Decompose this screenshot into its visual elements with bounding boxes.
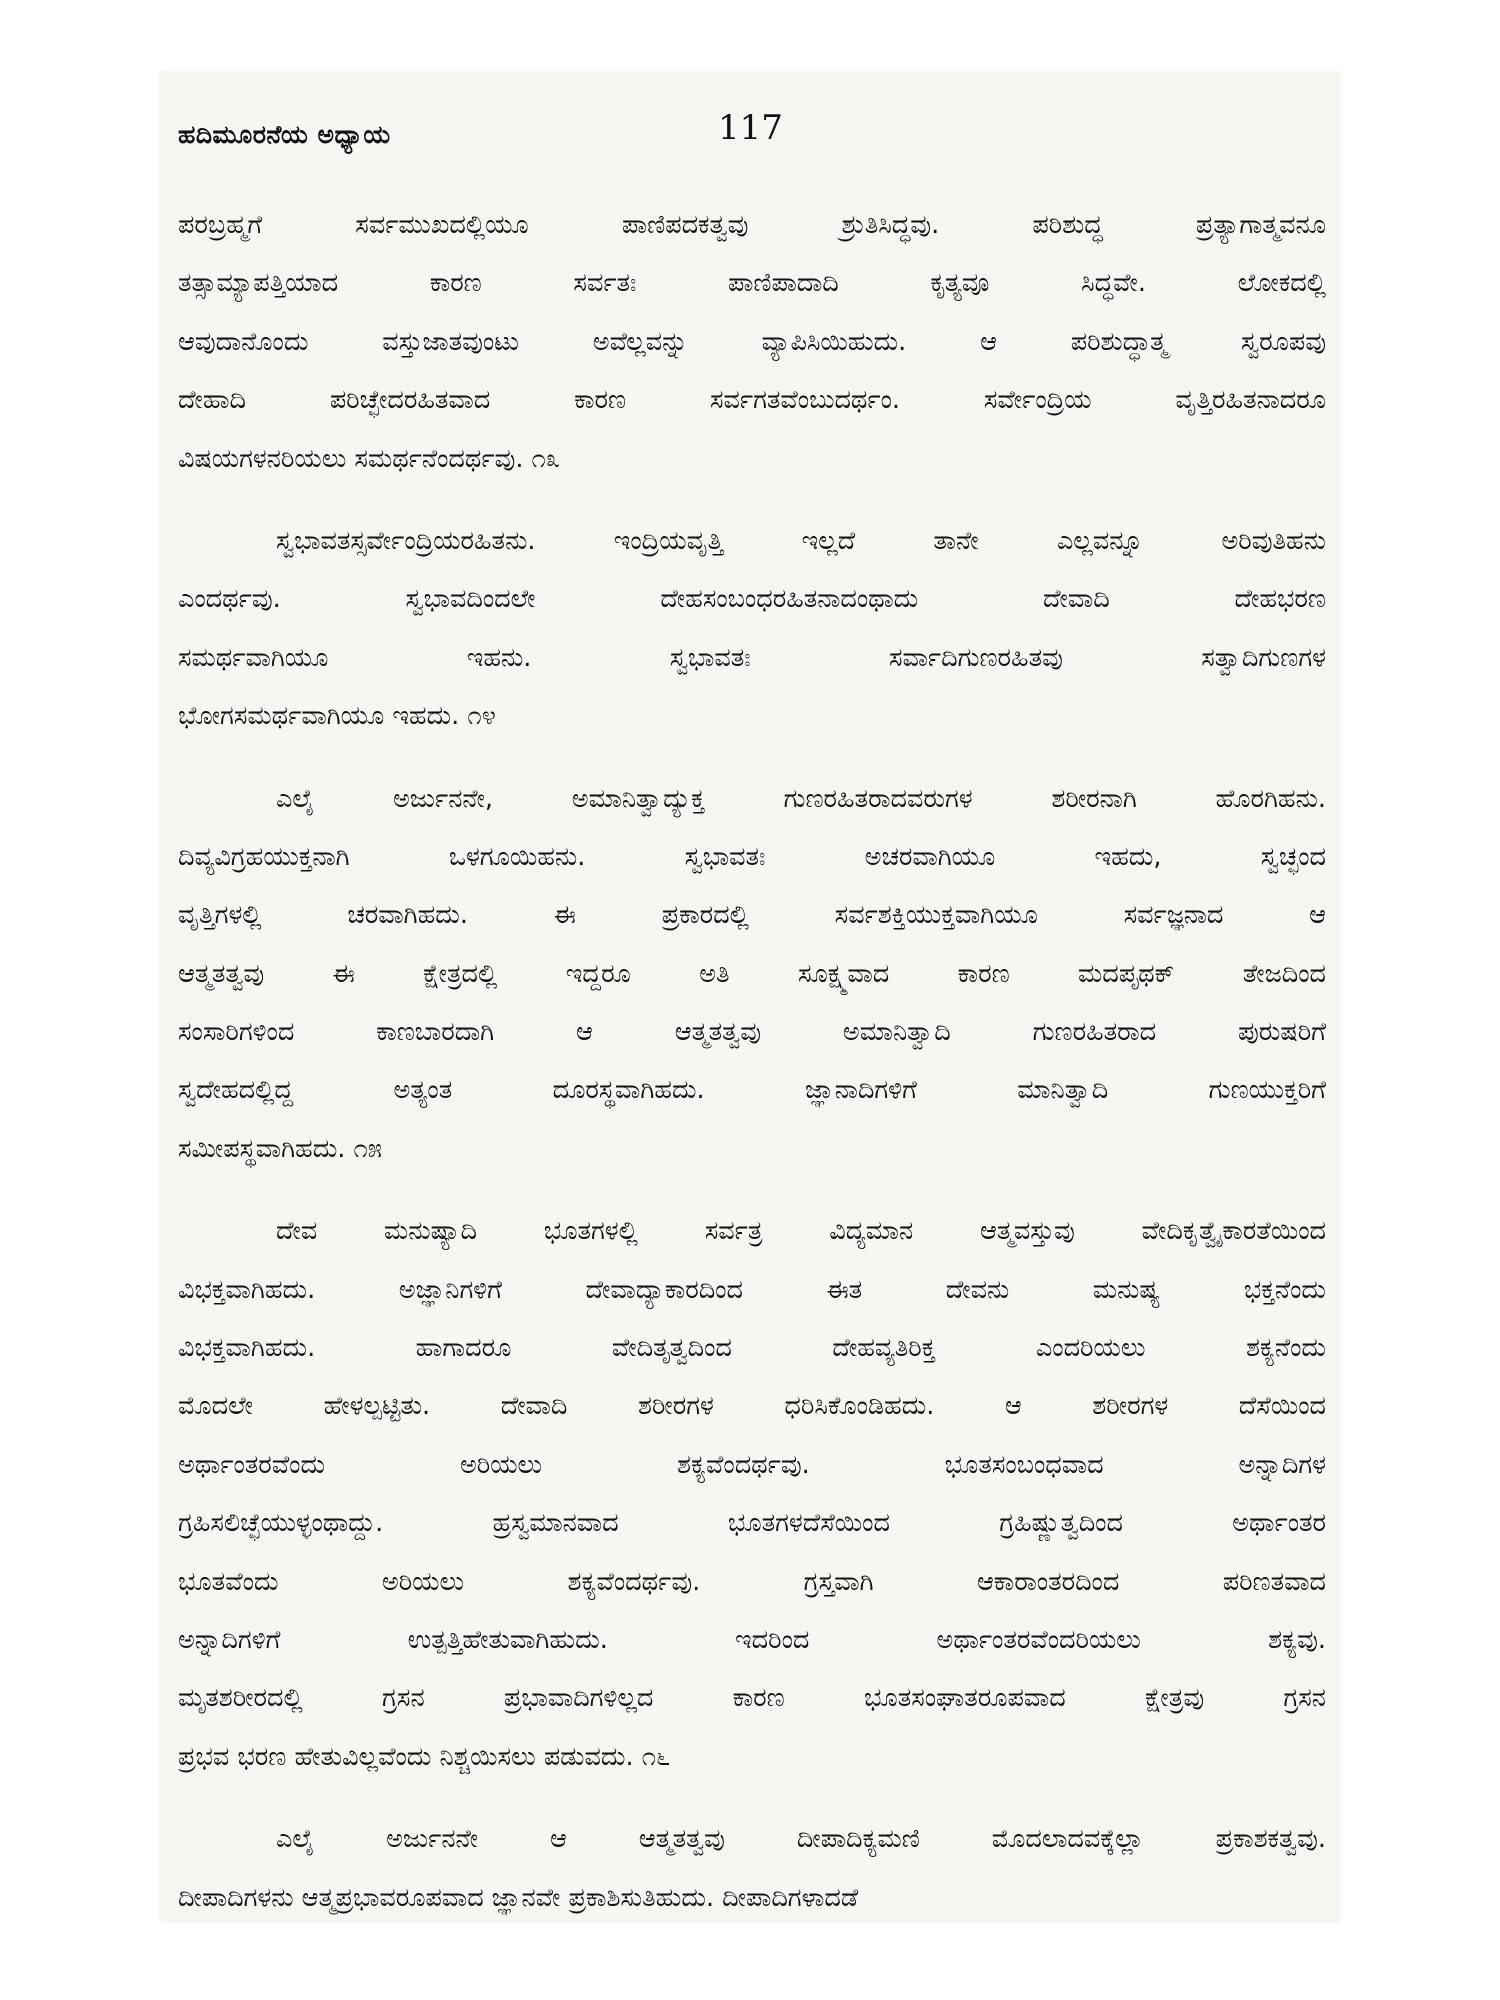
text-line: ವಿಭಕ್ತವಾಗಿಹದು. ಹಾಗಾದರೂ ವೇದಿತೃತ್ವದಿಂದ ದೇಹವ್ಯತಿರಿಕ್ತ ಎಂದರಿಯಲು ಶಕ್ಯನೆಂದು (178, 1333, 1326, 1364)
text-line: ಅರ್ಥಾಂತರವೆಂದು ಅರಿಯಲು ಶಕ್ಯವೆಂದರ್ಥವು. ಭೂತಸಂಬಂಧವಾದ ಅನ್ನಾದಿಗಳ (178, 1449, 1326, 1480)
text-line: ಎಲೈ ಅರ್ಜುನನೇ ಆ ಆತ್ಮತತ್ವವು ದೀಪಾದಿಕ್ಯಮಣಿ ಮೊದಲಾದವಕ್ಕೆಲ್ಲಾ ಪ್ರಕಾಶಕತ್ವವು. (276, 1824, 1326, 1855)
text-line: ದೇಹಾದಿ ಪರಿಚ್ಛೇದರಹಿತವಾದ ಕಾರಣ ಸರ್ವಗತವೆಂಬುದರ್ಥಂ. ಸರ್ವೇಂದ್ರಿಯ ವೃತ್ತಿರಹಿತನಾದರೂ (178, 385, 1326, 416)
text-line: ವೃತ್ತಿಗಳಲ್ಲಿ ಚರವಾಗಿಹದು. ಈ ಪ್ರಕಾರದಲ್ಲಿ ಸರ್ವಶಕ್ತಿಯುಕ್ತವಾಗಿಯೂ ಸರ್ವಜ್ಞನಾದ ಆ (178, 900, 1326, 931)
text-line: ಪರಬ್ರಹ್ಮಗೆ ಸರ್ವಮುಖದಲ್ಲಿಯೂ ಪಾಣಿಪದಕತ್ವವು ಶ್ರುತಿಸಿದ್ಧವು. ಪರಿಶುದ್ಧ ಪ್ರತ್ಯಾಗಾತ್ಮವನೂ (178, 210, 1326, 240)
paragraph (178, 512, 1326, 746)
text-line: ಸಮೀಪಸ್ಥವಾಗಿಹದು. ೧೫ (178, 1133, 383, 1164)
paragraph (178, 770, 1326, 1179)
text-line: ಸ್ವಭಾವತಸ್ಸರ್ವೇಂದ್ರಿಯರಹಿತನು. ಇಂದ್ರಿಯವೃತ್ತಿ ಇಲ್ಲದೆ ತಾನೇ ಎಲ್ಲವನ್ನೂ ಅರಿವುತಿಹನು (276, 525, 1326, 556)
page-header (178, 108, 1328, 168)
text-line: ಮೊದಲೇ ಹೇಳಲ್ಪಟ್ಟಿತು. ದೇವಾದಿ ಶರೀರಗಳ ಧರಿಸಿಕೊಂಡಿಹದು. ಆ ಶರೀರಗಳ ದೆಸೆಯಿಂದ (178, 1391, 1326, 1422)
text-line: ಸ್ವದೇಹದಲ್ಲಿದ್ದ ಅತ್ಯಂತ ದೂರಸ್ಥವಾಗಿಹದು. ಜ್ಞಾನಾದಿಗಳಿಗೆ ಮಾನಿತ್ವಾದಿ ಗುಣಯುಕ್ತರಿಗೆ (178, 1075, 1326, 1106)
paragraph (178, 1810, 1326, 1927)
text-line: ಸಮರ್ಥವಾಗಿಯೂ ಇಹನು. ಸ್ವಭಾವತಃ ಸರ್ವಾದಿಗುಣರಹಿತವು ಸತ್ವಾದಿಗುಣಗಳ (178, 642, 1326, 673)
body-text (178, 196, 1326, 1951)
text-line: ವಿಷಯಗಳನರಿಯಲು ಸಮರ್ಥನೆಂದರ್ಥವು. ೧೩ (178, 443, 561, 474)
text-line: ಭೋಗಸಮರ್ಥವಾಗಿಯೂ ಇಹದು. ೧೪ (178, 701, 496, 732)
text-line: ಸಂಸಾರಿಗಳಿಂದ ಕಾಣಬಾರದಾಗಿ ಆ ಆತ್ಮತತ್ವವು ಅಮಾನಿತ್ವಾದಿ ಗುಣರಹಿತರಾದ ಪುರುಷರಿಗೆ (178, 1017, 1326, 1048)
text-line: ದೇವ ಮನುಷ್ಯಾದಿ ಭೂತಗಳಲ್ಲಿ ಸರ್ವತ್ರ ವಿದ್ಯಮಾನ ಆತ್ಮವಸ್ತುವು ವೇದಿಕೃತ್ವೈಕಾರತೆಯಿಂದ (276, 1216, 1326, 1247)
text-line: ಆತ್ಮತತ್ವವು ಈ ಕ್ಷೇತ್ರದಲ್ಲಿ ಇದ್ದರೂ ಅತಿ ಸೂಕ್ಷ್ಮವಾದ ಕಾರಣ ಮದಪೃಥಕ್ ತೇಜದಿಂದ (178, 958, 1326, 989)
text-line: ಗ್ರಹಿಸಲಿಚ್ಛೆಯುಳ್ಳಂಥಾದ್ದು. ಹ್ರಸ್ವಮಾನವಾದ ಭೂತಗಳದೆಸೆಯಿಂದ ಗ್ರಹಿಷ್ಣುತ್ವದಿಂದ ಅರ್ಥಾಂತರ (178, 1508, 1326, 1539)
text-line: ಆವುದಾನೊಂದು ವಸ್ತುಜಾತವುಂಟು ಅವೆಲ್ಲವನ್ನು ವ್ಯಾಪಿಸಿಯಿಹುದು. ಆ ಪರಿಶುದ್ಧಾತ್ಮ ಸ್ವರೂಪವು (178, 326, 1326, 357)
text-line: ತತ್ಸಾಮ್ಯಾಪತ್ತಿಯಾದ ಕಾರಣ ಸರ್ವತಃ ಪಾಣಿಪಾದಾದಿ ಕೃತ್ಯವೂ ಸಿದ್ಧವೇ. ಲೋಕದಲ್ಲಿ (178, 268, 1326, 299)
text-line: ಎಲೈ ಅರ್ಜುನನೇ, ಅಮಾನಿತ್ವಾದ್ಯುಕ್ತ ಗುಣರಹಿತರಾದವರುಗಳ ಶರೀರನಾಗಿ ಹೊರಗಿಹನು. (276, 783, 1326, 814)
running-head: ಹದಿಮೂರನೆಯ ಅಧ್ಯಾಯ (178, 120, 391, 149)
text-line: ದೀಪಾದಿಗಳನು ಆತ್ಮಪ್ರಭಾವರೂಪವಾದ ಜ್ಞಾನವೇ ಪ್ರಕಾಶಿಸುತಿಹುದು. ದೀಪಾದಿಗಳಾದಡೆ (178, 1882, 859, 1913)
page-number: 117 (718, 108, 783, 148)
text-line: ದಿವ್ಯವಿಗ್ರಹಯುಕ್ತನಾಗಿ ಒಳಗೂಯಿಹನು. ಸ್ವಭಾವತಃ ಅಚರವಾಗಿಯೂ ಇಹದು, ಸ್ವಚ್ಛಂದ (178, 841, 1326, 872)
text-line: ಮೃತಶರೀರದಲ್ಲಿ ಗ್ರಸನ ಪ್ರಭಾವಾದಿಗಳಿಲ್ಲದ ಕಾರಣ ಭೂತಸಂಘಾತರೂಪವಾದ ಕ್ಷೇತ್ರವು ಗ್ರಸನ (178, 1683, 1326, 1714)
text-line: ವಿಭಕ್ತವಾಗಿಹದು. ಅಜ್ಞಾನಿಗಳಿಗೆ ದೇವಾದ್ಯಾಕಾರದಿಂದ ಈತ ದೇವನು ಮನುಷ್ಯ ಭಕ್ತನೆಂದು (178, 1274, 1326, 1305)
paragraph (178, 1202, 1326, 1786)
text-line: ಪ್ರಭವ ಭರಣ ಹೇತುವಿಲ್ಲವೆಂದು ನಿಶ್ಚಯಿಸಲು ಪಡುವದು. ೧೬ (178, 1741, 671, 1772)
paragraph (178, 196, 1326, 488)
text-line: ಎಂದರ್ಥವು. ಸ್ವಭಾವದಿಂದಲೇ ದೇಹಸಂಬಂಧರಹಿತನಾದಂಥಾದು ದೇವಾದಿ ದೇಹಭರಣ (178, 584, 1326, 615)
text-line: ಅನ್ನಾದಿಗಳಿಗೆ ಉತ್ಪತ್ತಿಹೇತುವಾಗಿಹುದು. ಇದರಿಂದ ಅರ್ಥಾಂತರವೆಂದರಿಯಲು ಶಕ್ಯವು. (178, 1624, 1326, 1655)
text-line: ಭೂತವೆಂದು ಅರಿಯಲು ಶಕ್ಯವೆಂದರ್ಥವು. ಗ್ರಸ್ತವಾಗಿ ಆಕಾರಾಂತರದಿಂದ ಪರಿಣತವಾದ (178, 1566, 1326, 1597)
